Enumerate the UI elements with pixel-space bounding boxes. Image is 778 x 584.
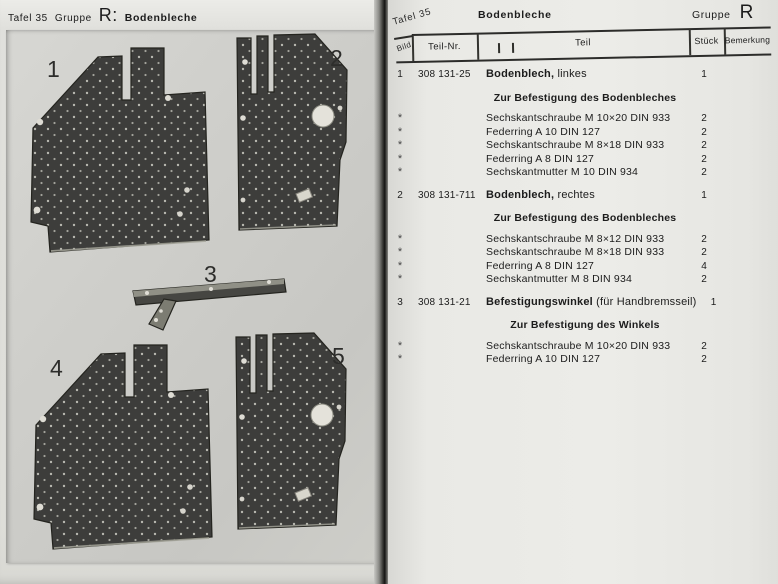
hardware-row — [388, 246, 771, 260]
part-row — [388, 68, 771, 82]
right-page — [388, 0, 778, 584]
group-letter: R — [739, 2, 754, 23]
part-name: Federring A 10 DIN 127 — [486, 353, 601, 365]
gruppe-label: Gruppe — [54, 13, 92, 24]
bild-ref: * — [397, 353, 403, 365]
part-row — [388, 296, 771, 310]
section-title: Zur Befestigung des Winkels — [510, 319, 660, 331]
parts-table-body — [388, 59, 771, 367]
part-name: Befestigungswinkel (für Handbremsseil) — [486, 295, 697, 308]
quantity: 2 — [701, 153, 707, 165]
bild-ref: * — [397, 152, 403, 165]
hardware-row — [388, 139, 771, 153]
figure-label-5: 5 — [332, 343, 345, 369]
part-5-drawing — [236, 333, 346, 529]
part-name: Bodenblech, rechtes — [486, 188, 595, 201]
quantity: 2 — [701, 354, 707, 365]
quantity: 2 — [701, 113, 707, 124]
figure-label-1: 1 — [47, 56, 60, 82]
hardware-row — [388, 233, 771, 247]
part-name: Sechskantschraube M 8×12 DIN 933 — [486, 232, 665, 245]
part-number: 308 131-25 — [418, 69, 471, 80]
hardware-row — [388, 353, 771, 367]
quantity: 1 — [701, 189, 707, 201]
bild-ref: * — [397, 232, 403, 245]
section-header-row — [388, 92, 771, 105]
quantity: 1 — [710, 296, 717, 308]
section-title: Zur Befestigung des Bodenbleches — [493, 212, 677, 224]
tafel-label-rotated: Tafel 35 — [391, 6, 433, 28]
table-header — [396, 26, 772, 63]
left-page-header — [8, 5, 197, 26]
hardware-row — [388, 260, 771, 274]
figure-label-3: 3 — [204, 261, 217, 287]
bild-ref: 3 — [397, 296, 403, 308]
parts-illustration — [6, 30, 378, 563]
quantity: 2 — [701, 247, 707, 258]
hardware-row — [388, 112, 771, 126]
part-name: Sechskantschraube M 10×20 DIN 933 — [486, 339, 671, 352]
left-page-title: Bodenbleche — [124, 12, 198, 24]
bild-ref: * — [397, 166, 403, 178]
quantity: 2 — [701, 233, 707, 245]
quantity: 2 — [701, 340, 707, 352]
quantity: 2 — [701, 167, 707, 178]
part-row — [388, 189, 771, 203]
bild-ref: * — [397, 246, 403, 258]
quantity: 1 — [701, 69, 707, 80]
quantity: 4 — [701, 260, 707, 272]
hardware-row — [388, 153, 771, 167]
parts-figure — [6, 30, 378, 563]
bild-ref: * — [397, 112, 403, 124]
quantity: 2 — [701, 140, 707, 151]
gruppe-label: Gruppe — [692, 9, 731, 21]
quantity: 2 — [701, 126, 707, 138]
part-name: Sechskantmutter M 8 DIN 934 — [486, 273, 633, 285]
part-name: Federring A 8 DIN 127 — [486, 152, 595, 165]
column-header-bild: Bild — [395, 39, 413, 54]
part-name: Federring A 8 DIN 127 — [486, 259, 595, 272]
part-name: Sechskantschraube M 8×18 DIN 933 — [486, 246, 665, 258]
part-name: Sechskantschraube M 8×18 DIN 933 — [486, 139, 665, 151]
column-header-teil: Teil — [574, 37, 591, 49]
hardware-row — [388, 126, 771, 140]
bild-ref: 1 — [397, 69, 403, 80]
group-letter: R: — [98, 5, 118, 25]
bild-ref: * — [397, 259, 403, 272]
bild-ref: * — [397, 139, 403, 151]
part-name: Federring A 10 DIN 127 — [486, 125, 601, 138]
bild-ref: * — [397, 273, 403, 285]
part-name: Bodenblech, linkes — [486, 68, 587, 80]
part-name: Sechskantschraube M 10×20 DIN 933 — [486, 112, 671, 124]
bild-ref: * — [397, 339, 403, 352]
tafel-label: Tafel 35 — [8, 13, 48, 24]
right-page-title: Bodenbleche — [478, 9, 552, 21]
bild-ref: * — [397, 125, 403, 138]
part-number: 308 131-21 — [418, 296, 471, 308]
teil-column-tick — [498, 43, 500, 53]
section-header-row — [388, 319, 771, 332]
bild-ref: 2 — [397, 189, 403, 201]
gruppe-heading — [692, 2, 753, 24]
column-header-bemerkung: Bemerkung — [724, 34, 771, 46]
figure-label-2: 2 — [330, 45, 343, 71]
hardware-row — [388, 273, 771, 287]
hardware-row — [388, 166, 771, 180]
quantity: 2 — [701, 274, 707, 285]
column-header-teil-nr: Teil-Nr. — [428, 40, 462, 53]
part-name: Sechskantmutter M 10 DIN 934 — [486, 166, 639, 178]
hardware-row — [388, 340, 771, 354]
column-header-stueck: Stück — [694, 35, 719, 47]
left-page — [0, 0, 378, 584]
teil-column-tick — [512, 43, 514, 53]
figure-label-4: 4 — [50, 355, 63, 381]
part-number: 308 131-711 — [418, 189, 476, 201]
section-header-row — [388, 212, 771, 225]
section-title: Zur Befestigung des Bodenbleches — [493, 91, 677, 104]
